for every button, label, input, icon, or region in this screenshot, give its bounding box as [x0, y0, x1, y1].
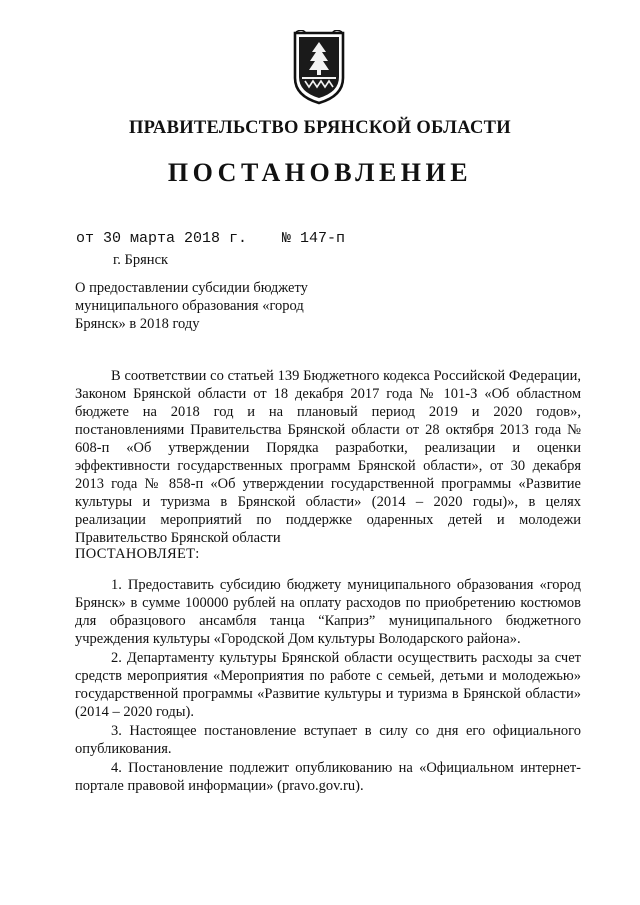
subject-line: муниципального образования «город: [75, 298, 304, 314]
resolution-item: 4. Постановление подлежит опубликованию на «Официальном интернет-портале правовой информации» (pravo.gov.ru).: [75, 760, 581, 794]
resolve-heading: ПОСТАНОВЛЯЕТ:: [75, 546, 200, 562]
city-name: г. Брянск: [113, 252, 169, 268]
date-prefix: от: [76, 230, 95, 247]
preamble-block: [75, 367, 581, 547]
document-type-title: ПОСТАНОВЛЕНИЕ: [167, 158, 473, 187]
resolution-item: 3. Настоящее постановление вступает в силу со дня его официального опубликования.: [75, 723, 581, 757]
resolution-items: [75, 576, 581, 796]
resolution-item: 1. Предоставить субсидию бюджету муниципального образования «город Брянск» в сумме 100000 рублей на оплату расходов по приобретению костюмов для образцового ансамбля танца “Каприз” муниципального бюджетного учреждения культуры «Городской Дом культуры Володарского района».: [75, 577, 581, 647]
resolution-item: 2. Департаменту культуры Брянской области осуществить расходы за счет средств мероприятия «Мероприятия по работе с семьей, детьми и молодежью» государственной программы «Развитие культуры и туризма в Брянской области» (2014 – 2020 годы).: [75, 650, 581, 720]
government-name: ПРАВИТЕЛЬСТВО БРЯНСКОЙ ОБЛАСТИ: [128, 118, 511, 138]
document-number: № 147-п: [282, 230, 346, 247]
registration-line: [76, 230, 346, 247]
document-subject: [75, 279, 375, 333]
coat-of-arms-icon: [292, 30, 346, 106]
subject-line: Брянск» в 2018 году: [75, 316, 200, 332]
subject-line: О предоставлении субсидии бюджету: [75, 280, 308, 296]
preamble-paragraph: В соответствии со статьей 139 Бюджетного кодекса Российской Федерации, Законом Брянской области от 18 декабря 2017 года № 101-З «Об областном бюджете на 2018 год и на плановый период 2019 и 2020 годов», постановлениями Правительства Брянской области от 28 октября 2013 года № 608-п «Об утверждении Порядка разработки, реализации и оценки эффективности государственных программ Брянской области», от 30 декабря 2013 года № 858-п «Об утверждении государственной программы «Развитие культуры и туризма в Брянской области» (2014 – 2020 годы)», в целях реализации мероприятий по поддержке одаренных детей и молодежи Правительство Брянской области: [75, 368, 581, 546]
document-date: 30 марта 2018 г.: [103, 230, 248, 247]
